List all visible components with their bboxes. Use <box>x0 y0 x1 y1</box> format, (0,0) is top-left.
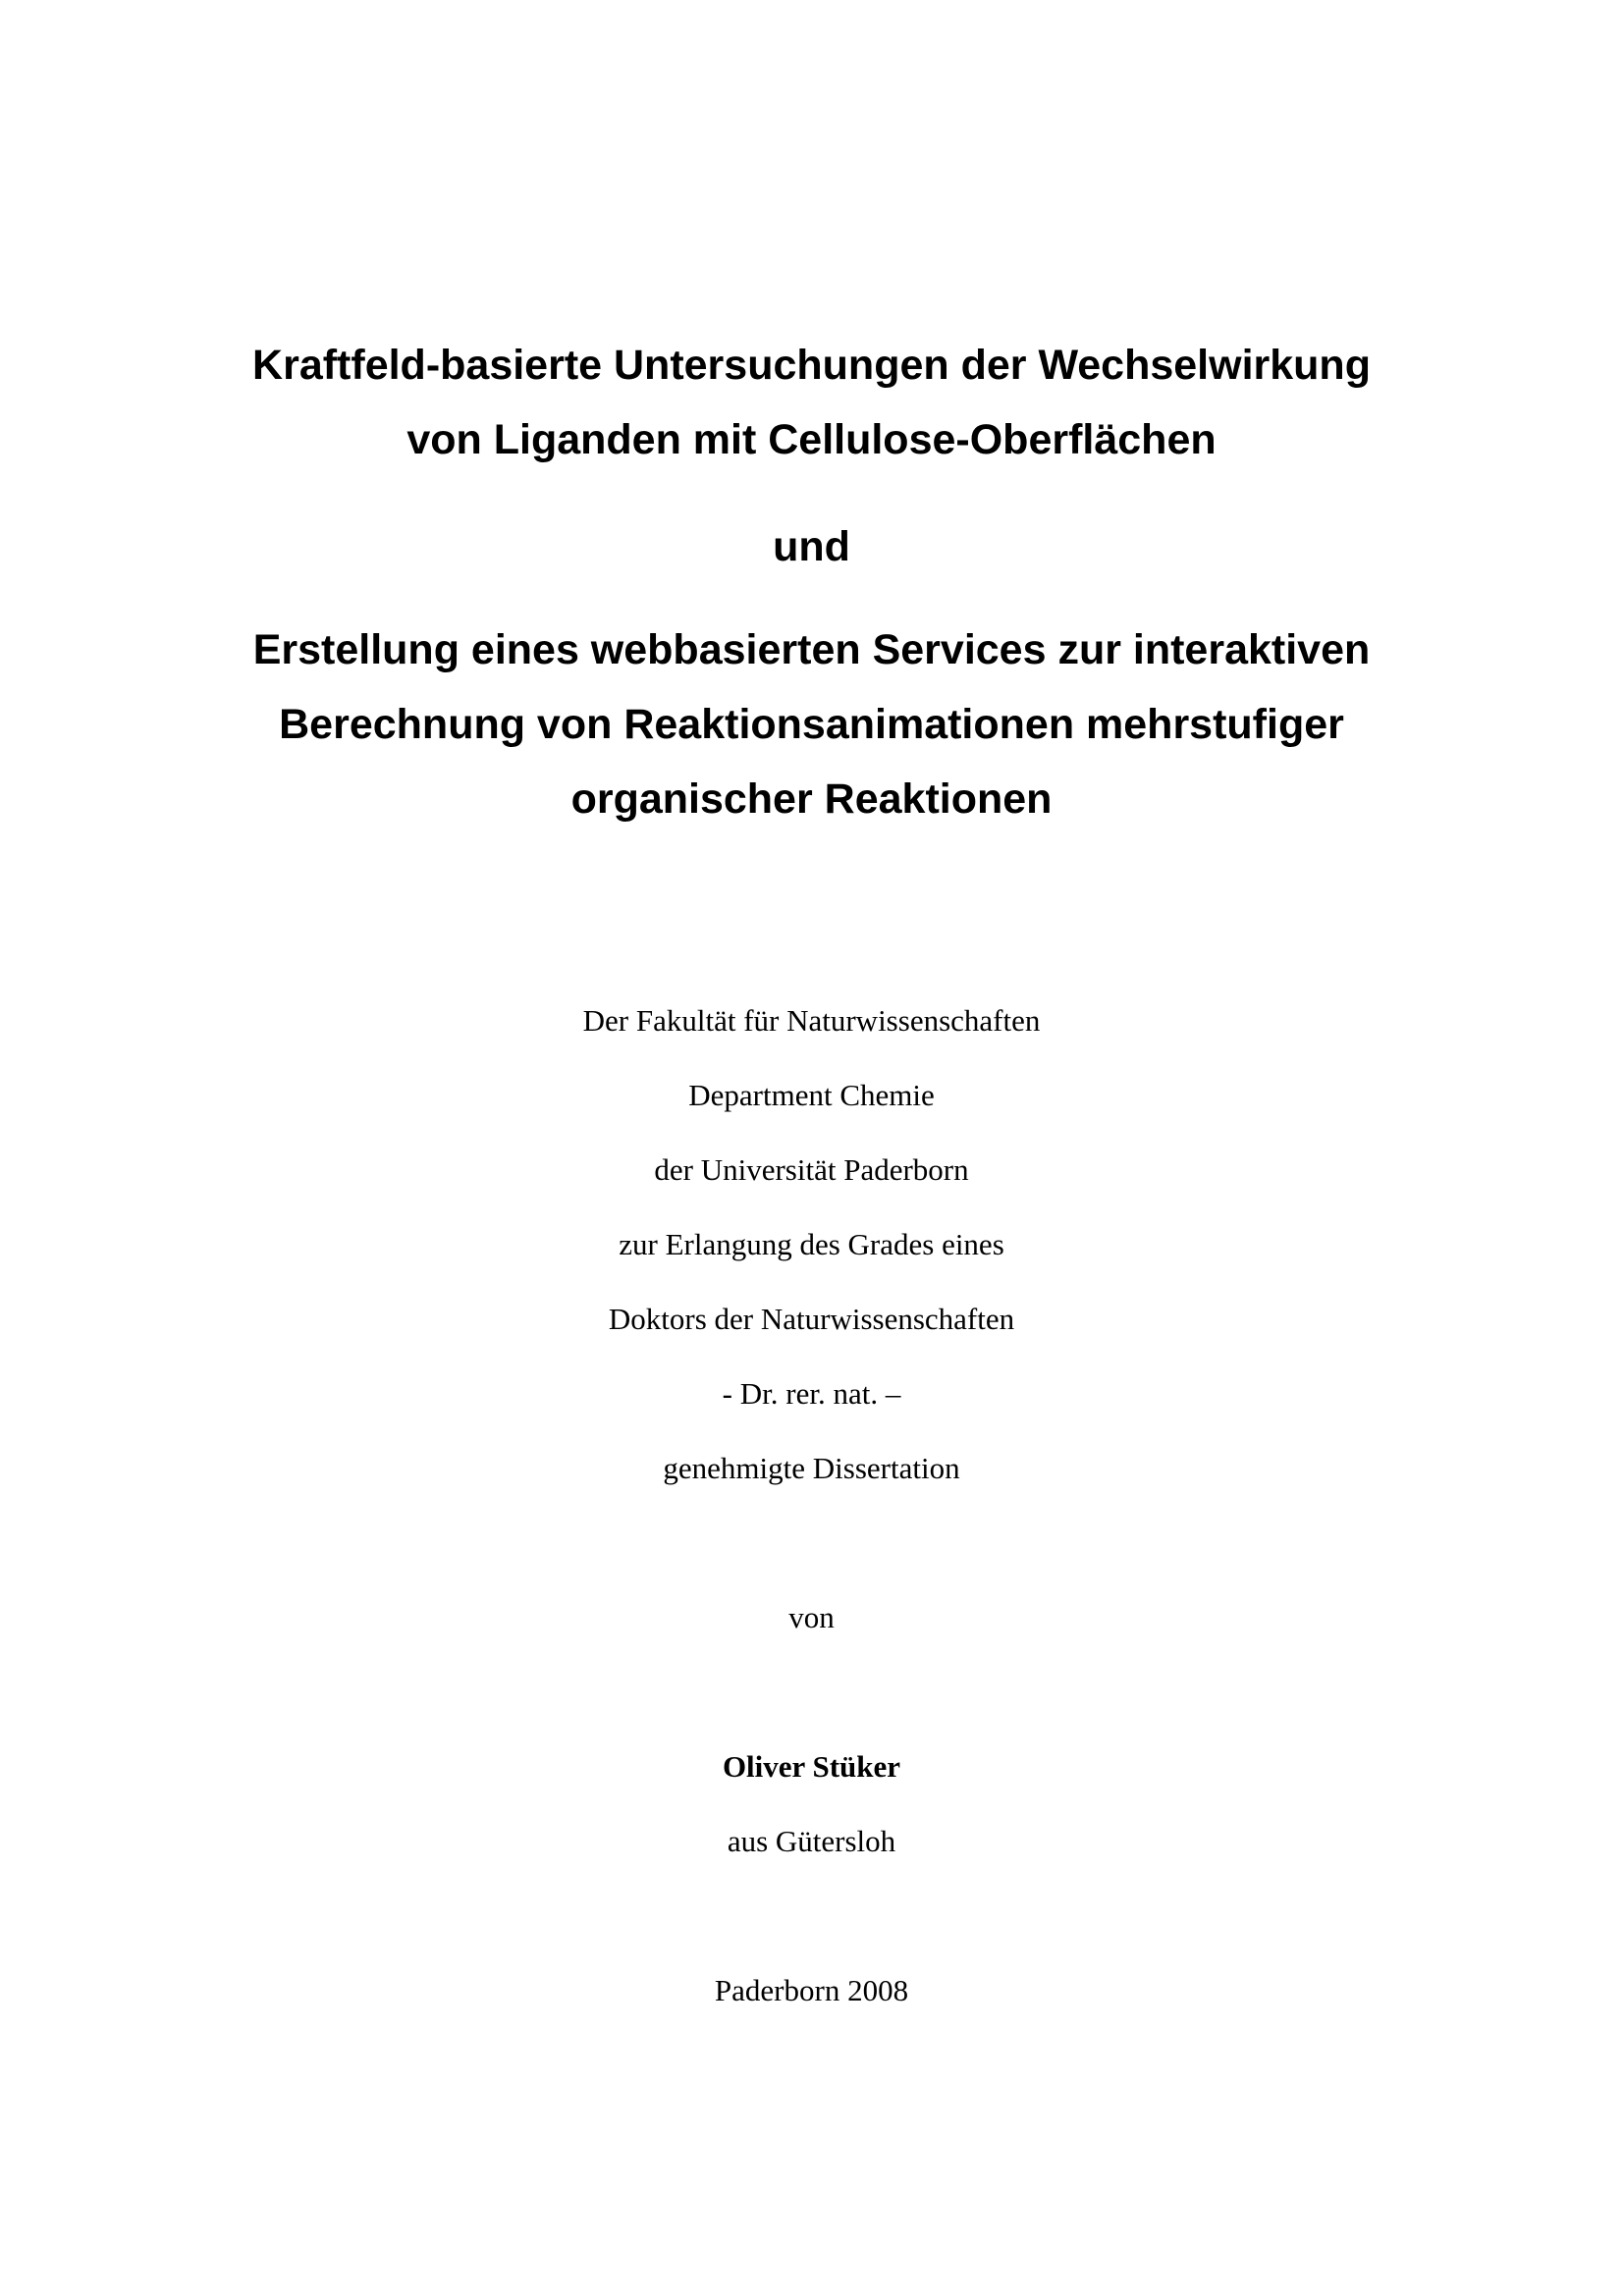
title-line: Berechnung von Reaktionsanimationen mehrstufiger <box>279 701 1344 748</box>
degree-abbreviation-line: - Dr. rer. nat. – <box>722 1376 901 1411</box>
by-line: von <box>788 1600 835 1634</box>
university-line: der Universität Paderborn <box>654 1152 969 1187</box>
place-year: Paderborn 2008 <box>714 1973 909 2007</box>
title-line: organischer Reaktionen <box>570 775 1053 823</box>
dissertation-line: genehmigte Dissertation <box>663 1451 960 1485</box>
title-connector <box>196 509 1427 584</box>
department-line: Department Chemie <box>688 1078 935 1112</box>
title-line: von Liganden mit Cellulose-Oberflächen <box>406 416 1217 463</box>
degree-name-line: Doktors der Naturwissenschaften <box>608 1302 1015 1336</box>
faculty-line: Der Fakultät für Naturwissenschaften <box>582 1003 1041 1038</box>
thesis-title-part-1 <box>196 328 1427 477</box>
degree-purpose-line: zur Erlangung des Grades eines <box>619 1227 1004 1261</box>
author-origin: aus Gütersloh <box>727 1824 896 1858</box>
author-name: Oliver Stüker <box>722 1749 901 1784</box>
thesis-title-part-2 <box>196 613 1427 836</box>
title-line: Erstellung eines webbasierten Services zur interaktiven <box>252 626 1371 673</box>
title-line: Kraftfeld-basierte Untersuchungen der Wechselwirkung <box>252 342 1371 389</box>
title-connector-text: und <box>773 523 850 570</box>
